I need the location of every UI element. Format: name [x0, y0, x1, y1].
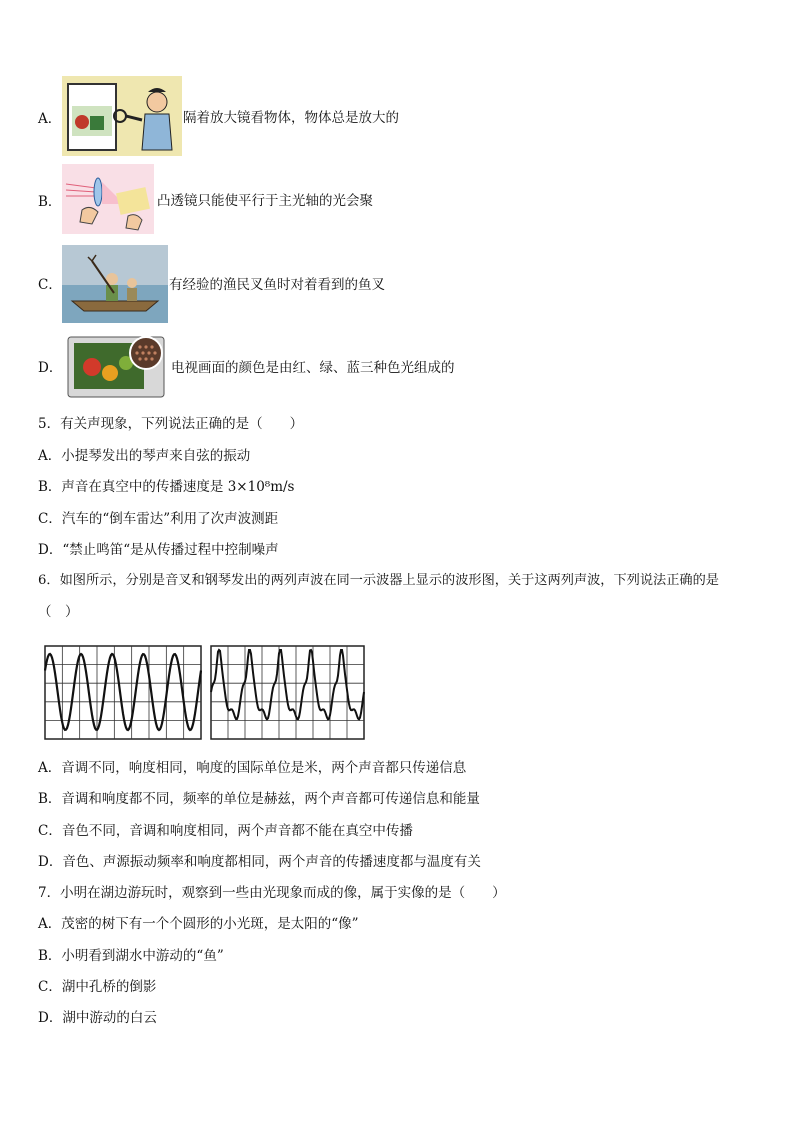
q6-option-d: D．音色、声源振动频率和响度都相同，两个声音的传播速度都与温度有关	[38, 854, 481, 870]
tuning-fork-waveform	[44, 645, 202, 740]
q7-option-b: B．小明看到湖水中游动的“鱼”	[38, 948, 224, 964]
q4-option-d-text: 电视画面的颜色是由红、绿、蓝三种色光组成的	[171, 360, 455, 376]
q5-option-a: A．小提琴发出的琴声来自弦的振动	[38, 448, 251, 464]
q4-option-b-text: 凸透镜只能使平行于主光轴的光会聚	[157, 193, 373, 209]
television-screen-illustration	[66, 333, 168, 401]
q4-option-b-letter: B．	[38, 194, 62, 210]
q4-option-c-letter: C．	[38, 277, 62, 293]
q7-option-d: D．湖中游动的白云	[38, 1010, 157, 1026]
q5-stem: 5．有关声现象，下列说法正确的是（ ）	[38, 416, 304, 432]
q5-option-b: B．声音在真空中的传播速度是 3×10⁸m/s	[38, 479, 295, 495]
convex-lens-illustration	[62, 164, 154, 234]
q6-stem-line1: 6．如图所示，分别是音叉和钢琴发出的两列声波在同一示波器上显示的波形图，关于这两列声波，下列说法正确的是	[38, 573, 719, 588]
fisherman-boat-illustration	[62, 245, 168, 323]
q4-option-d-letter: D．	[38, 360, 63, 376]
q5-option-d: D．“禁止鸣笛“是从传播过程中控制噪声	[38, 542, 279, 558]
q4-option-c-text: 有经验的渔民叉鱼时对着看到的鱼叉	[169, 277, 385, 293]
q7-stem: 7．小明在湖边游玩时，观察到一些由光现象而成的像，属于实像的是（ ）	[38, 885, 506, 901]
q7-option-c: C．湖中孔桥的倒影	[38, 979, 157, 995]
piano-waveform	[210, 645, 365, 740]
q4-option-a-letter: A．	[38, 111, 62, 127]
q6-option-a: A．音调不同，响度相同，响度的国际单位是米，两个声音都只传递信息	[38, 760, 467, 776]
magnifier-window-illustration	[62, 76, 182, 156]
q6-option-c: C．音色不同，音调和响度相同，两个声音都不能在真空中传播	[38, 823, 413, 839]
q5-option-c: C．汽车的“倒车雷达”利用了次声波测距	[38, 511, 279, 527]
q4-option-a-text: 隔着放大镜看物体，物体总是放大的	[183, 110, 399, 126]
q6-option-b: B．音调和响度都不同，频率的单位是赫兹，两个声音都可传递信息和能量	[38, 791, 480, 807]
q7-option-a: A．茂密的树下有一个个圆形的小光斑，是太阳的“像”	[38, 916, 359, 932]
q6-stem-line2: （ ）	[38, 604, 79, 620]
